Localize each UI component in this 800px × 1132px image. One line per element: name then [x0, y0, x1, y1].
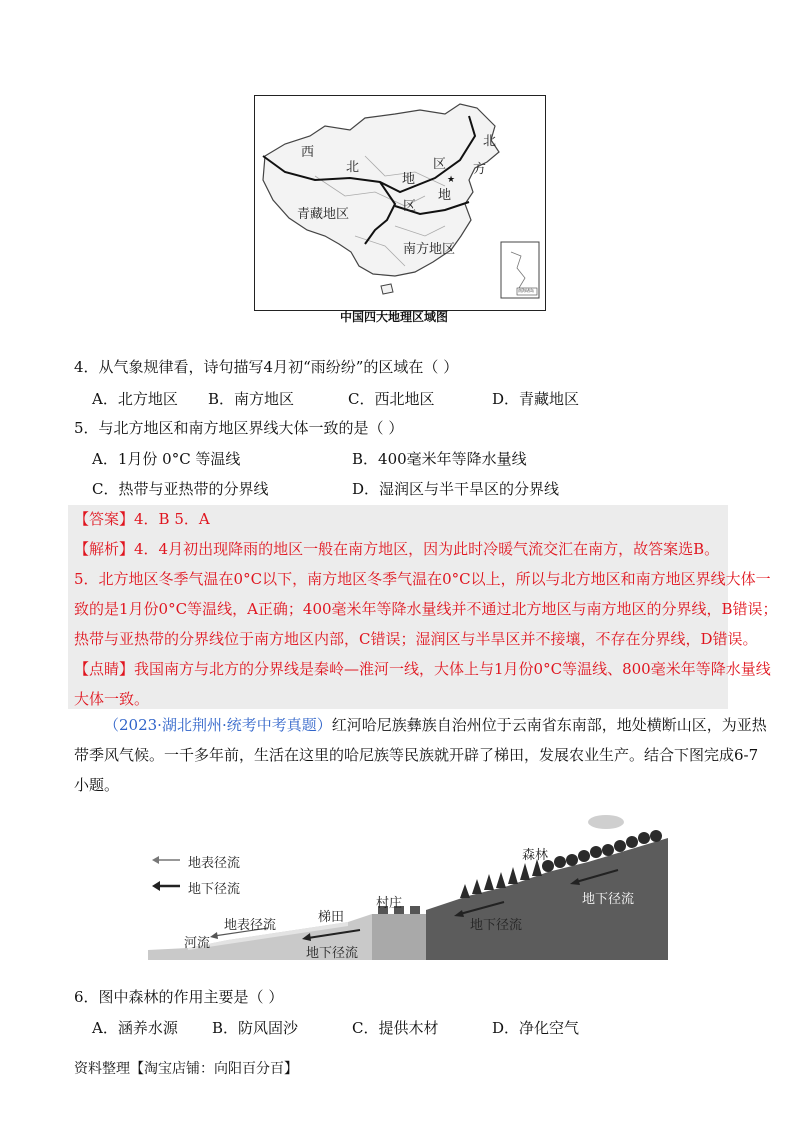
terrace-diagram: [148, 810, 668, 960]
analysis-line-2: 5．北方地区冬季气温在0°C以下，南方地区冬季气温在0°C以上，所以与北方地区和南方地区界线大体一: [74, 570, 771, 588]
q6-option-d: D．净化空气: [492, 1019, 580, 1037]
answer-line: 【答案】4．B 5．A: [74, 510, 210, 528]
q5-option-b: B．400毫米年等降水量线: [352, 450, 527, 468]
comment-line-1: 【点睛】我国南方与北方的分界线是秦岭—淮河一线，大体上与1月份0°C等温线、800毫米年等降水量线: [74, 660, 771, 678]
analysis-line-3: 致的是1月份0°C等温线，A正确；400毫米年等降水量线并不通过北方地区与南方地区的分界线，B错误；: [74, 600, 778, 618]
q5-option-c: C．热带与亚热带的分界线: [92, 480, 269, 498]
passage-line-2: 带季风气候。一千多年前，生活在这里的哈尼族等民族就开辟了梯田，发展农业生产。结合下图完成6-7: [74, 746, 759, 764]
q4-option-d: D．青藏地区: [492, 390, 580, 408]
passage-line-1: [104, 714, 767, 735]
passage-line-3: 小题。: [74, 776, 120, 794]
label-underground-runoff-2: 地下径流: [470, 918, 523, 933]
map-label-qu-2: 区: [403, 199, 417, 214]
analysis-line-1: 【解析】4．4月初出现降雨的地区一般在南方地区，因为此时冷暖气流交汇在南方，故答案选B。: [74, 540, 720, 558]
map-label-xi: 西: [301, 145, 315, 160]
china-regions-map: [254, 95, 546, 311]
passage-source: （2023·湖北荆州·统考中考真题）: [104, 716, 332, 734]
map-label-fang: 方: [473, 162, 487, 177]
q5-option-d: D．湿润区与半干旱区的分界线: [352, 480, 560, 498]
label-river: 河流: [184, 936, 211, 951]
map-label-di-2: 地: [438, 188, 452, 203]
label-underground-runoff-3: 地下径流: [582, 892, 635, 907]
label-surface-runoff: 地表径流: [224, 918, 277, 933]
q4-option-b: B．南方地区: [208, 390, 295, 408]
svg-text:★: ★: [447, 175, 456, 185]
map-label-bei: 北: [346, 160, 360, 175]
question-5-stem: 5．与北方地区和南方地区界线大体一致的是（ ）: [74, 419, 404, 437]
q6-option-b: B．防风固沙: [212, 1019, 299, 1037]
q6-option-a: A．涵养水源: [92, 1019, 178, 1037]
analysis-line-4: 热带与亚热带的分界线位于南方地区内部，C错误；湿润区与半旱区并不接壤，不存在分界线，D错误。: [74, 630, 758, 648]
page-footer: 资料整理【淘宝店铺：向阳百分百】: [74, 1061, 298, 1077]
map-label-di: 地: [402, 172, 416, 187]
map-label-qu: 区: [433, 157, 447, 172]
question-6-stem: 6．图中森林的作用主要是（ ）: [74, 988, 284, 1006]
passage-text-1: 红河哈尼族彝族自治州位于云南省东南部，地处横断山区，为亚热: [331, 716, 767, 734]
q4-option-a: A．北方地区: [92, 390, 178, 408]
legend-surface-runoff: 地表径流: [188, 856, 241, 871]
question-4-stem: 4．从气象规律看，诗句描写4月初“雨纷纷”的区域在（ ）: [74, 358, 459, 376]
legend-underground-runoff: 地下径流: [188, 882, 241, 897]
q4-option-c: C．西北地区: [348, 390, 435, 408]
label-village: 村庄: [376, 896, 403, 911]
map-inset-label: 南海诸岛: [518, 288, 534, 293]
label-terrace: 梯田: [318, 910, 345, 925]
comment-line-2: 大体一致。: [74, 690, 150, 708]
q6-option-c: C．提供木材: [352, 1019, 439, 1037]
label-forest: 森林: [522, 848, 549, 863]
map-caption: 中国四大地理区域图: [340, 310, 449, 324]
map-label-nanfang: 南方地区: [403, 242, 456, 257]
label-underground-runoff-1: 地下径流: [306, 946, 359, 961]
map-label-bei-2: 北: [483, 134, 497, 149]
q5-option-a: A．1月份 0°C 等温线: [92, 450, 241, 468]
map-label-qingzang: 青藏地区: [297, 207, 350, 222]
